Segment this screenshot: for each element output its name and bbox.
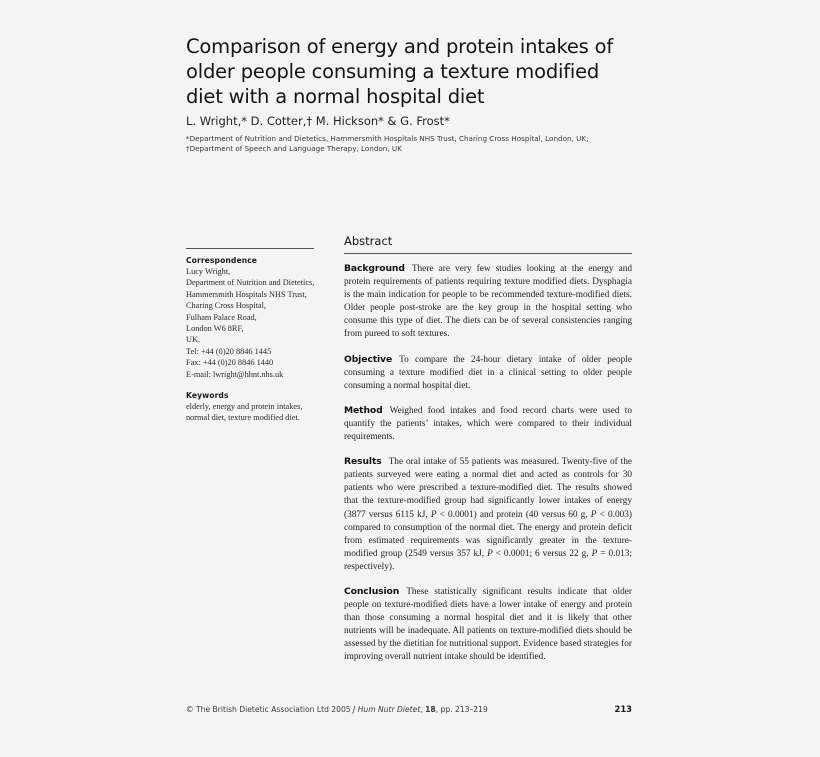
author-list: L. Wright,* D. Cotter,† M. Hickson* & G. Frost* [186, 114, 450, 128]
affiliation-block [186, 134, 632, 153]
abstract-body-conclusion: These statistically significant results indicate that older people on texture-modified diets have a lower intake of energy and protein than those consuming a normal hospital diet and it is likely that other nutrients will be inadequate. All patients on texture-modified diets should be assessed by the dietitian for nutritional support. Evidence based strategies for improving overall nutrient intake should be identified. [344, 586, 632, 663]
abstract-label-method: Method [344, 404, 383, 416]
keywords-block [186, 390, 318, 424]
abstract-body-results-4: < 0.0001; 6 versus 22 g, [492, 548, 592, 559]
correspondence-line: UK. [186, 335, 201, 345]
correspondence-line: Department of Nutrition and Dietetics, [186, 278, 315, 288]
abstract-section-objective [344, 353, 632, 393]
abstract-body-results-2: < 0.0001) and protein (40 versus 60 g, [436, 509, 591, 520]
correspondence-line: Hammersmith Hospitals NHS Trust, [186, 289, 307, 299]
correspondence-heading: Correspondence [186, 256, 258, 265]
stat-symbol-p: P [590, 509, 597, 520]
correspondence-email[interactable]: E-mail: lwright@hhnt.nhs.uk [186, 369, 284, 379]
footer-volume-prefix: , [420, 705, 426, 714]
correspondence-address [186, 266, 318, 380]
page-footer [186, 704, 632, 714]
footer-copyright: © The British Dietetic Association Ltd 2005 [186, 705, 354, 714]
abstract-body-results-1: The oral intake of 55 patients was measured. Twenty-five of the patients surveyed were eating a normal diet and acted as controls for 30 patients who were prescribed a texture-modified diet. The results showed that the texture-modified group had significantly lower intakes of energy (3877 versus 6115 kJ, [344, 457, 632, 520]
title-block [186, 34, 632, 109]
correspondence-line: Fulham Palace Road, [186, 312, 257, 322]
abstract-body-method: Weighed food intakes and food record charts were used to quantify the patients’ intakes, which were compared to their individual requirements. [344, 405, 632, 443]
correspondence-divider [186, 248, 314, 249]
affiliation-line-1: *Department of Nutrition and Dietetics, Hammersmith Hospitals NHS Trust, Charing Cross Hospital, London, UK; [186, 134, 589, 143]
page-title: Comparison of energy and protein intakes of older people consuming a texture modified diet with a normal hospital diet [186, 35, 614, 108]
footer-volume: 18 [425, 705, 436, 714]
correspondence-line: Charing Cross Hospital, [186, 301, 266, 311]
abstract-body-background: There are very few studies looking at the energy and protein requirements of patients requiring texture modified diets. Dysphagia is the main indication for people to be recommended texture-modified diets. Older people post-stroke are the key group in the hospital setting who consume this type of diet. The diets can be of several consistencies ranging from pureed to soft textures. [344, 264, 632, 340]
correspondence-fax: Fax: +44 (0)20 8846 1440 [186, 358, 274, 368]
affiliation-line-2: †Department of Speech and Language Therapy, London, UK [186, 143, 402, 153]
correspondence-line: London W6 8RF, [186, 324, 244, 334]
correspondence-column [186, 248, 318, 424]
correspondence-line: Lucy Wright, [186, 267, 231, 276]
abstract-section-results [344, 455, 632, 574]
keywords-text: elderly, energy and protein intakes, normal diet, texture modified diet. [186, 402, 303, 423]
footer-journal-name: J Hum Nutr Dietet [353, 705, 421, 714]
keywords-heading: Keywords [186, 391, 229, 401]
stat-symbol-p: P [591, 548, 598, 559]
stat-symbol-p: P [487, 548, 493, 559]
abstract-section-method [344, 404, 632, 444]
abstract-label-results: Results [344, 456, 382, 468]
abstract-body-results-3: < 0.003) compared to consumption of the normal diet. The energy and protein deficit from estimated requirements was significantly greater in the texture-modified group (2549 versus 357 kJ, [344, 509, 633, 559]
page-number: 213 [614, 704, 632, 714]
abstract-label-conclusion: Conclusion [344, 585, 400, 597]
correspondence-phone: Tel: +44 (0)20 8846 1445 [186, 346, 272, 356]
stat-symbol-p: P [430, 509, 437, 520]
abstract-body-results-5: = 0.013; respectively). [344, 548, 632, 572]
abstract-section-background [344, 262, 632, 342]
footer-citation [186, 705, 488, 714]
abstract-section-conclusion [344, 585, 632, 665]
abstract-label-objective: Objective [344, 353, 393, 365]
abstract-body-objective: To compare the 24-hour dietary intake of older people consuming a texture modified diet in a clinical setting to older people consuming a normal hospital diet. [344, 354, 632, 391]
abstract-divider [344, 253, 632, 254]
abstract-label-background: Background [344, 263, 405, 274]
footer-pages: , pp. 213–219 [435, 705, 488, 714]
abstract-column [344, 234, 632, 665]
abstract-heading: Abstract [344, 234, 393, 248]
